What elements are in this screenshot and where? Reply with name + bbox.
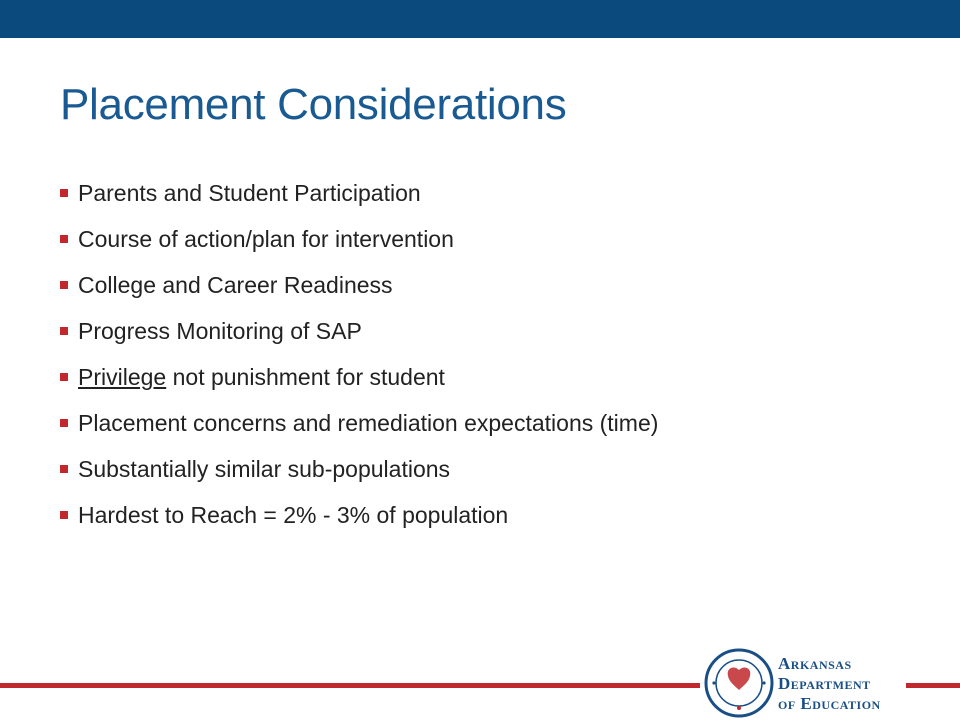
bullet-item xyxy=(60,176,658,222)
bullet-text: Placement concerns and remediation expectations (time) xyxy=(78,410,659,436)
square-bullet-icon xyxy=(60,419,68,427)
bullet-text: Course of action/plan for intervention xyxy=(78,226,454,252)
square-bullet-icon xyxy=(60,189,68,197)
square-bullet-icon xyxy=(60,511,68,519)
bullet-list xyxy=(60,176,658,544)
logo-wordmark xyxy=(778,654,881,714)
bullet-text-rest: not punishment for student xyxy=(166,364,445,390)
square-bullet-icon xyxy=(60,327,68,335)
department-seal-icon xyxy=(704,648,774,718)
underlined-word: Privilege xyxy=(78,364,167,390)
footer-red-rule-left xyxy=(0,683,700,688)
slide-title: Placement Considerations xyxy=(60,80,567,129)
square-bullet-icon xyxy=(60,281,68,289)
bullet-text: Hardest to Reach = 2% - 3% of population xyxy=(78,502,509,528)
square-bullet-icon xyxy=(60,373,68,381)
bullet-item xyxy=(60,406,658,452)
bullet-text: Progress Monitoring of SAP xyxy=(78,318,362,344)
bullet-text: Substantially similar sub-populations xyxy=(78,456,451,482)
logo-line-1: Arkansas xyxy=(778,654,852,673)
bullet-item xyxy=(60,452,658,498)
footer-red-rule-right xyxy=(906,683,960,688)
bullet-text: College and Career Readiness xyxy=(78,272,393,298)
square-bullet-icon xyxy=(60,465,68,473)
bullet-item xyxy=(60,222,658,268)
bullet-item xyxy=(60,498,658,544)
bullet-item xyxy=(60,314,658,360)
logo-line-2: Department xyxy=(778,674,871,693)
bullet-text: Parents and Student Participation xyxy=(78,180,421,206)
square-bullet-icon xyxy=(60,235,68,243)
top-banner-bar xyxy=(0,0,960,38)
bullet-item xyxy=(60,360,658,406)
bullet-text xyxy=(78,360,445,394)
arkansas-department-of-education-logo xyxy=(704,646,904,720)
logo-line-3: of Education xyxy=(778,694,881,713)
bullet-item xyxy=(60,268,658,314)
